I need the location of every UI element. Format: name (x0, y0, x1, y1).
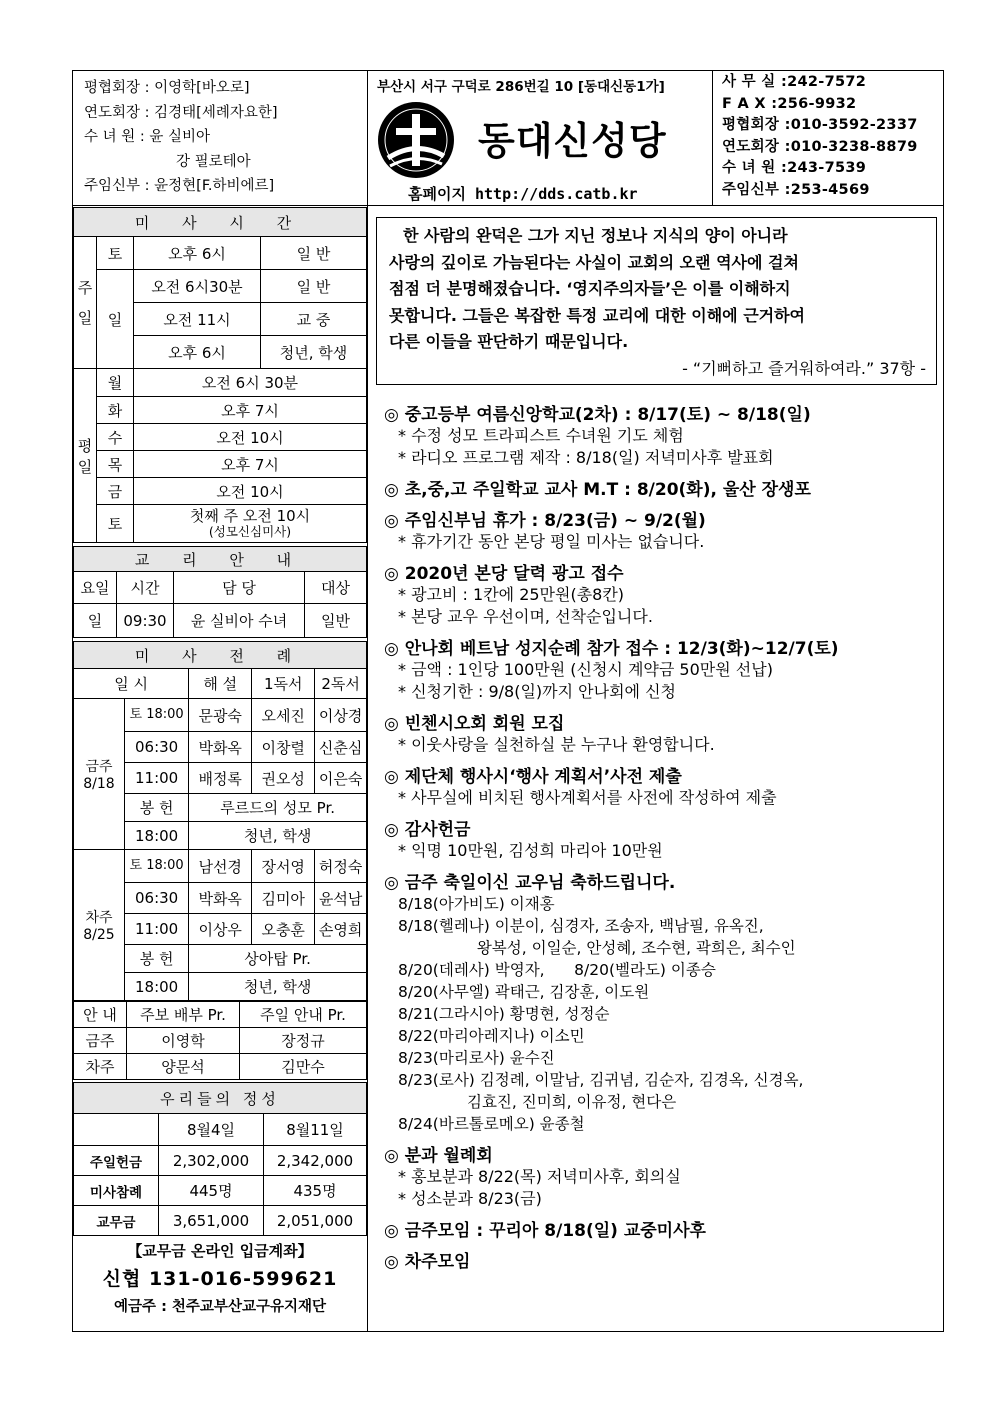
catechism-header: 담 당 (174, 572, 305, 604)
mass-times-title: 미 사 시 간 (74, 208, 367, 237)
notice-title: ◎ 감사헌금 (384, 820, 471, 840)
header-divider (72, 205, 944, 206)
offering-label: 교무금 (74, 1206, 159, 1236)
mass-day: 월 (97, 369, 134, 397)
second-reader: 이은숙 (315, 763, 367, 794)
feast-entry: 김효진, 진미희, 이유정, 현다은 (398, 1093, 677, 1111)
notice-detail: * 휴가기간 동안 본당 평일 미사는 없습니다. (398, 532, 705, 551)
commentator: 박화옥 (189, 732, 252, 763)
notice-detail: * 광고비 : 1칸에 25만원(총8칸) (398, 585, 625, 604)
quote-line: 사랑의 깊이로 가늠된다는 사실이 교회의 오랜 역사에 걸쳐 (389, 252, 799, 272)
guide-table (73, 1001, 367, 1080)
bulletin-distributor: 양문석 (127, 1054, 240, 1080)
notice-detail: * 성소분과 8/23(금) (398, 1189, 542, 1208)
first-saturday-time: 첫째 주 오전 10시 (189, 506, 311, 525)
notice-title: ◎ 주임신부님 휴가 : 8/23(금) ~ 9/2(월) (384, 511, 706, 531)
notice-title: ◎ 금주모임 : 꾸리아 8/18(일) 교중미사후 (384, 1221, 706, 1241)
offering-group: 루르드의 성모 Pr. (189, 794, 367, 822)
quote-line: 한 사람의 완덕은 그가 지닌 정보나 지식의 양이 아니라 (403, 226, 788, 245)
bank-info (73, 1240, 367, 1316)
notice-detail: * 금액 : 1인당 100만원 (신청시 계약금 50만원 선납) (398, 660, 773, 679)
offerings-corner (74, 1114, 159, 1146)
notice-title: ◎ 금주 축일이신 교우님 축하드립니다. (384, 873, 676, 893)
sunday-guide: 김만수 (240, 1054, 367, 1080)
mass-time: 오후 6시 (134, 336, 261, 369)
header-officers (84, 76, 278, 199)
mass-time: 오후 6시 (134, 237, 261, 270)
mass-day: 일 (97, 270, 134, 369)
first-reader: 오세진 (252, 699, 315, 732)
mass-times-table (73, 207, 367, 543)
mass-time: 오전 6시30분 (134, 270, 261, 303)
first-reader: 장서영 (252, 850, 315, 883)
bank-title: 【교무금 온라인 입금계좌】 (127, 1242, 313, 1260)
offering-label: 주일헌금 (74, 1146, 159, 1176)
liturgy-time: 토 18:00 (125, 699, 189, 732)
youth-mass: 청년, 학생 (189, 973, 367, 1001)
column-divider (367, 70, 368, 1332)
offering-value: 2,342,000 (264, 1146, 367, 1176)
mass-time: 오전 11시 (134, 303, 261, 336)
header-contacts (722, 72, 918, 201)
guide-header: 주일 안내 Pr. (240, 1002, 367, 1028)
feast-entry: 8/23(마리로사) 윤수진 (398, 1049, 555, 1067)
notice-title: ◎ 차주모임 (384, 1252, 471, 1272)
catechism-title: 교 리 안 내 (74, 547, 367, 572)
contact-row: 연도회장 :010-3238-8879 (722, 138, 918, 155)
notice-detail: * 이웃사랑을 실천하실 분 누구나 환영합니다. (398, 735, 715, 754)
contact-row: 사 무 실 :242-7572 (722, 74, 867, 90)
offering-value: 3,651,000 (159, 1206, 264, 1236)
catechism-table (73, 546, 367, 638)
contact-row: 평협회장 :010-3592-2337 (722, 117, 918, 133)
notice-detail: * 사무실에 비치된 행사계획서를 사전에 작성하여 제출 (398, 788, 777, 807)
guide-label: 안 내 (74, 1002, 127, 1028)
bank-holder: 예금주 : 천주교부산교구유지재단 (114, 1299, 326, 1315)
liturgy-header: 2독서 (315, 669, 367, 699)
guide-week: 금주 (74, 1028, 127, 1054)
first-reader: 오충훈 (252, 914, 315, 945)
notices (384, 394, 939, 1272)
mass-type: 교 중 (261, 303, 367, 336)
notice-detail: * 수정 성모 트라피스트 수녀원 기도 체험 (398, 426, 684, 445)
mass-day: 수 (97, 424, 134, 451)
officer-row: 평협회장 : 이영학[바오로] (84, 80, 250, 96)
second-reader: 허정숙 (315, 850, 367, 883)
liturgy-time: 06:30 (125, 732, 189, 763)
mass-time: 오후 7시 (134, 451, 367, 478)
weekday-label: 평일 (74, 369, 97, 543)
liturgy-header: 일 시 (74, 669, 189, 699)
feast-entry: 8/22(마리아레지나) 이소민 (398, 1027, 585, 1045)
notice-detail: * 라디오 프로그램 제작 : 8/18(일) 저녁미사후 발표회 (398, 448, 774, 467)
officer-row: 연도회장 : 김경태[세례자요한] (84, 104, 278, 121)
feast-entry: 8/18(아가비도) 이재홍 (398, 895, 555, 913)
liturgy-time: 토 18:00 (125, 850, 189, 883)
offering-group: 상아탑 Pr. (189, 945, 367, 973)
catechism-header: 시간 (117, 572, 174, 604)
first-reader: 권오성 (252, 763, 315, 794)
offerings-table (73, 1082, 367, 1236)
mass-type: 일 반 (261, 270, 367, 303)
contact-row: 주임신부 :253-4569 (722, 181, 870, 198)
liturgy-time: 18:00 (125, 973, 189, 1001)
mass-time: 오후 7시 (134, 397, 367, 424)
liturgy-time: 11:00 (125, 763, 189, 794)
sunday-guide: 장정규 (240, 1028, 367, 1054)
mass-day: 토 (97, 237, 134, 270)
catechism-cell: 윤 실비아 수녀 (174, 604, 305, 638)
church-logo-icon (376, 100, 456, 180)
guide-header: 주보 배부 Pr. (127, 1002, 240, 1028)
feast-list (384, 893, 939, 1135)
guide-week: 차주 (74, 1054, 127, 1080)
mass-day: 목 (97, 451, 134, 478)
header-right-divider (712, 70, 713, 205)
offerings-title: 우리들의 정성 (74, 1083, 367, 1114)
bulletin-distributor: 이영학 (127, 1028, 240, 1054)
notice-title: ◎ 중고등부 여름신앙학교(2차) : 8/17(토) ~ 8/18(일) (384, 405, 811, 425)
feast-entry: 8/21(그라시아) 황명현, 성정순 (398, 1005, 610, 1023)
contact-row: 수 녀 원 :243-7539 (722, 160, 867, 176)
officer-row: 주임신부 : 윤정현[F.하비에르] (84, 178, 275, 194)
notice-title: ◎ 2020년 본당 달력 광고 접수 (384, 564, 624, 584)
offering-value: 435명 (264, 1176, 367, 1206)
offering-label: 봉 헌 (125, 794, 189, 822)
officer-row: 수 녀 원 : 윤 실비아 (84, 129, 210, 145)
commentator: 이상우 (189, 914, 252, 945)
commentator: 박화옥 (189, 883, 252, 914)
liturgy-header: 1독서 (252, 669, 315, 699)
notice-title: ◎ 제단체 행사시‘행사 계획서’사전 제출 (384, 767, 682, 787)
commentator: 배정록 (189, 763, 252, 794)
second-reader: 이상경 (315, 699, 367, 732)
sunday-label: 주일 (74, 237, 97, 369)
offering-value: 2,051,000 (264, 1206, 367, 1236)
mass-type: 청년, 학생 (261, 336, 367, 369)
catechism-cell: 09:30 (117, 604, 174, 638)
notice-detail: * 홍보분과 8/22(목) 저녁미사후, 회의실 (398, 1167, 681, 1186)
notice-title: ◎ 빈첸시오회 회원 모집 (384, 714, 565, 734)
mass-time: 오전 6시 30분 (134, 369, 367, 397)
mass-day: 화 (97, 397, 134, 424)
first-reader: 김미아 (252, 883, 315, 914)
liturgy-title: 미 사 전 례 (74, 642, 367, 669)
quote-box (376, 217, 937, 385)
mass-day: 토 (97, 505, 134, 543)
notice-title: ◎ 분과 월례회 (384, 1146, 493, 1166)
quote-line: 점점 더 분명해졌습니다. ‘영지주의자들’은 이를 이해하지 (389, 279, 791, 298)
mass-time: 오전 10시 (134, 478, 367, 505)
commentator: 남선경 (189, 850, 252, 883)
liturgy-table (73, 641, 367, 1001)
mass-day: 금 (97, 478, 134, 505)
feast-entry: 8/23(로사) 김정례, 이말남, 김귀념, 김순자, 김경옥, 신경옥, (398, 1071, 804, 1089)
youth-mass: 청년, 학생 (189, 822, 367, 850)
mass-time: 오전 10시 (134, 424, 367, 451)
feast-entry: 8/24(바르톨로메오) 윤종철 (398, 1115, 585, 1133)
offering-value: 2,302,000 (159, 1146, 264, 1176)
liturgy-header: 해 설 (189, 669, 252, 699)
notice-detail: * 신청기한 : 9/8(일)까지 안나회에 신청 (398, 682, 676, 701)
feast-entry: 8/20(데레사) 박영자, 8/20(벨라도) 이종승 (398, 961, 716, 979)
mass-time (134, 505, 367, 543)
notice-title: ◎ 안나회 베트남 성지순례 참가 접수 : 12/3(화)~12/7(토) (384, 639, 839, 659)
bank-account: 신협 131-016-599621 (102, 1268, 338, 1290)
feast-entry: 왕복성, 이일순, 안성혜, 조수현, 곽희은, 최수인 (398, 939, 796, 957)
liturgy-time: 18:00 (125, 822, 189, 850)
liturgy-time: 11:00 (125, 914, 189, 945)
catechism-cell: 일반 (305, 604, 367, 638)
offering-label: 미사참례 (74, 1176, 159, 1206)
feast-entry: 8/18(헬레나) 이분이, 심경자, 조송자, 백남필, 유옥진, (398, 917, 764, 935)
officer-row: 강 필로테아 (176, 153, 251, 170)
second-reader: 윤석남 (315, 883, 367, 914)
offering-value: 445명 (159, 1176, 264, 1206)
offering-date: 8월11일 (264, 1114, 367, 1146)
this-week-label: 금주 8/18 (74, 699, 125, 850)
second-reader: 신춘심 (315, 732, 367, 763)
catechism-header: 요일 (74, 572, 117, 604)
catechism-header: 대상 (305, 572, 367, 604)
catechism-cell: 일 (74, 604, 117, 638)
mass-type: 일 반 (261, 237, 367, 270)
first-reader: 이창렬 (252, 732, 315, 763)
offering-date: 8월4일 (159, 1114, 264, 1146)
first-saturday-note: (성모신심미사) (208, 523, 292, 539)
notice-detail: * 본당 교우 우선이며, 선착순입니다. (398, 607, 653, 626)
liturgy-time: 06:30 (125, 883, 189, 914)
quote-line: 다른 이들을 판단하기 때문입니다. (389, 332, 629, 351)
quote-source: - “기뻐하고 즐거워하여라.” 37항 - (682, 358, 926, 378)
feast-entry: 8/20(사무엘) 곽태근, 김장훈, 이도원 (398, 983, 650, 1001)
church-address: 부산시 서구 구덕로 286번길 10 [동대신동1가] (377, 79, 665, 95)
contact-row: F A X :256-9932 (722, 95, 857, 112)
quote-line: 못합니다. 그들은 복잡한 특정 교리에 대한 이해에 근거하여 (389, 305, 806, 325)
second-reader: 손영희 (315, 914, 367, 945)
church-name: 동대신성당 (478, 119, 667, 163)
offering-label: 봉 헌 (125, 945, 189, 973)
next-week-label: 차주 8/25 (74, 850, 125, 1001)
homepage-link[interactable]: 홈페이지 http://dds.catb.kr (408, 185, 638, 203)
notice-detail: * 익명 10만원, 김성희 마리아 10만원 (398, 841, 663, 860)
commentator: 문광숙 (189, 699, 252, 732)
notice-title: ◎ 초,중,고 주일학교 교사 M.T : 8/20(화), 울산 장생포 (384, 480, 811, 500)
